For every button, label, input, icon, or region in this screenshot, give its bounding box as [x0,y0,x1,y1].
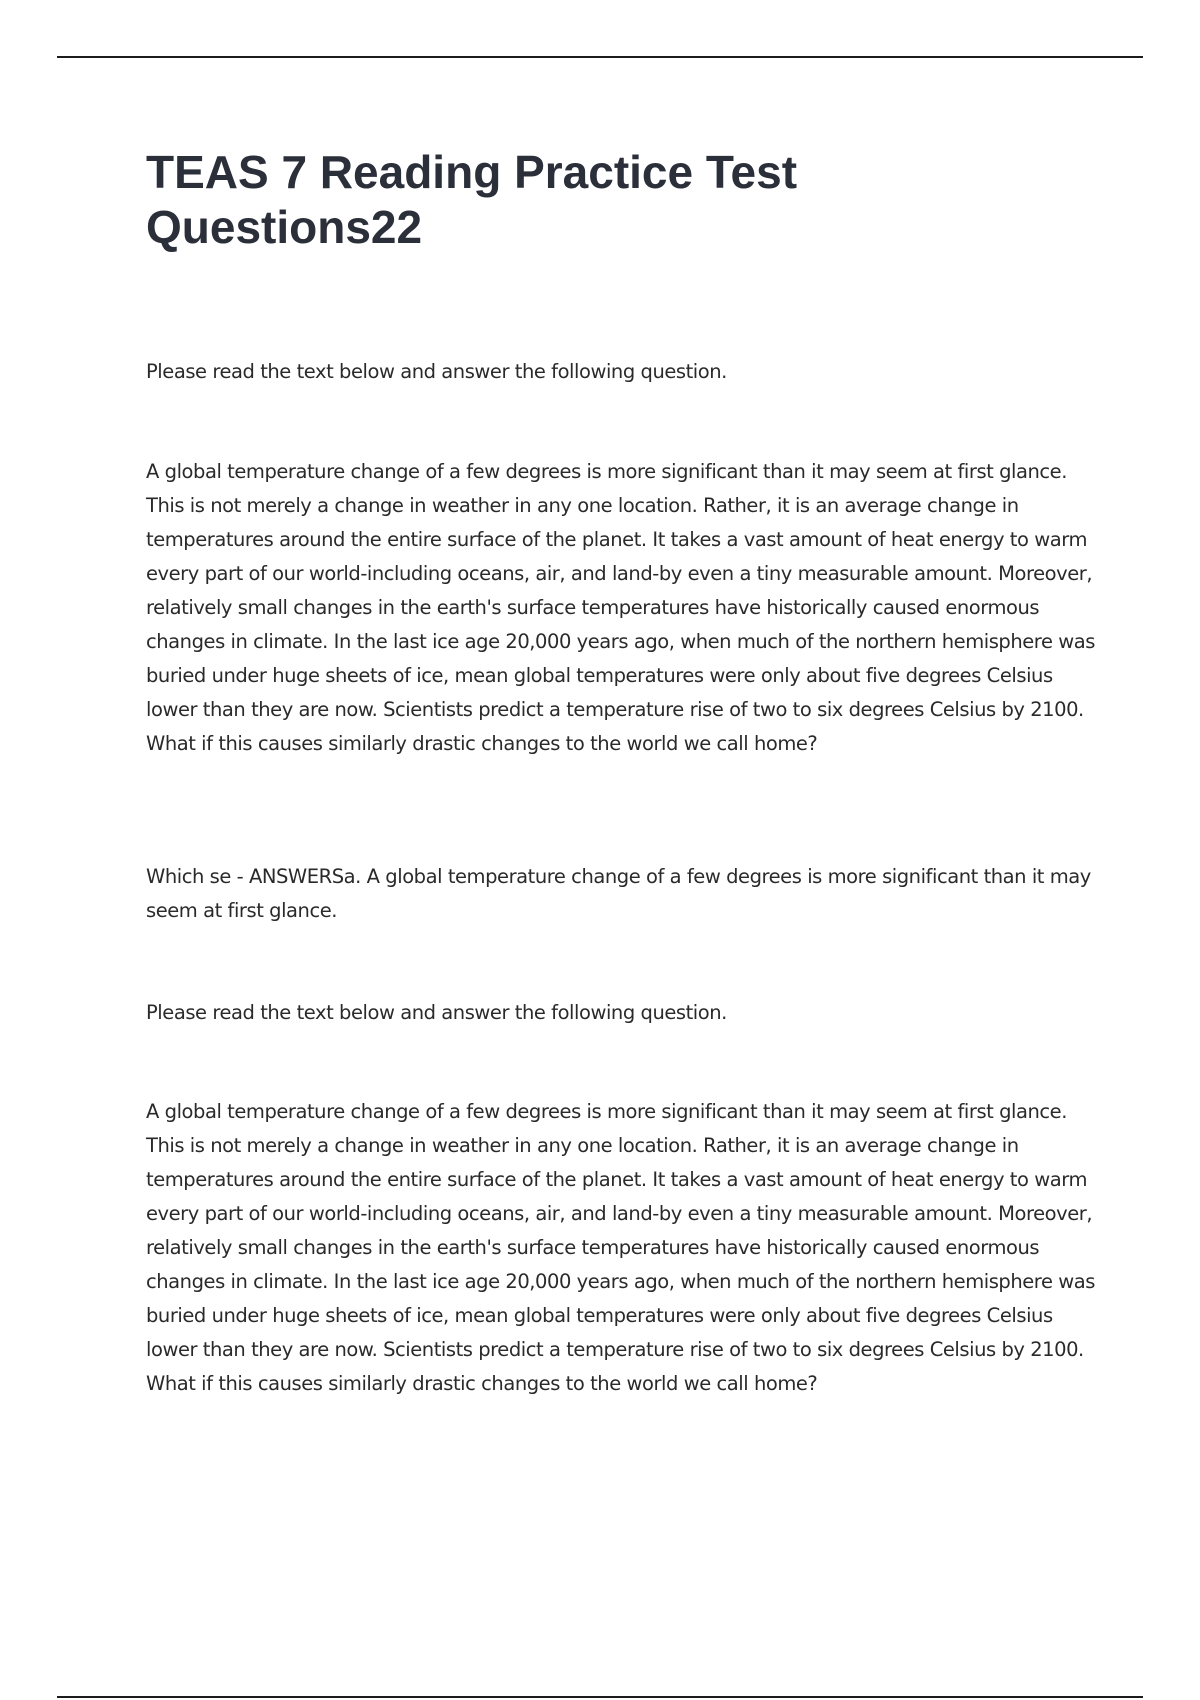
instruction-paragraph-1: Please read the text below and answer the following question. [146,360,727,383]
passage-paragraph-2: A global temperature change of a few degrees is more significant than it may seem at first glance. This is not merely a change in weather in any one location. Rather, it is an average change in temperatures around the entire surface of the planet. It takes a vast amount of heat energy to warm every part of our world-including oceans, air, and land-by even a tiny measurable amount. Moreover, relatively small changes in the earth's surface temperatures have historically caused enormous changes in climate. In the last ice age 20,000 years ago, when much of the northern hemisphere was buried under huge sheets of ice, mean global temperatures were only about five degrees Celsius lower than they are now. Scientists predict a temperature rise of two to six degrees Celsius by 2100. What if this causes similarly drastic changes to the world we call home? [146,1100,1095,1395]
document-title: TEAS 7 Reading Practice Test Questions22 [146,146,798,253]
top-divider [57,56,1143,58]
passage-paragraph-1: A global temperature change of a few degrees is more significant than it may seem at first glance. This is not merely a change in weather in any one location. Rather, it is an average change in temperatures around the entire surface of the planet. It takes a vast amount of heat energy to warm every part of our world-including oceans, air, and land-by even a tiny measurable amount. Moreover, relatively small changes in the earth's surface temperatures have historically caused enormous changes in climate. In the last ice age 20,000 years ago, when much of the northern hemisphere was buried under huge sheets of ice, mean global temperatures were only about five degrees Celsius lower than they are now. Scientists predict a temperature rise of two to six degrees Celsius by 2100. What if this causes similarly drastic changes to the world we call home? [146,460,1095,755]
instruction-paragraph-2: Please read the text below and answer the following question. [146,1001,727,1024]
answer-paragraph: Which se - ANSWERSa. A global temperature change of a few degrees is more significant than it may seem at first glance. [146,865,1091,922]
bottom-divider [57,1696,1143,1698]
